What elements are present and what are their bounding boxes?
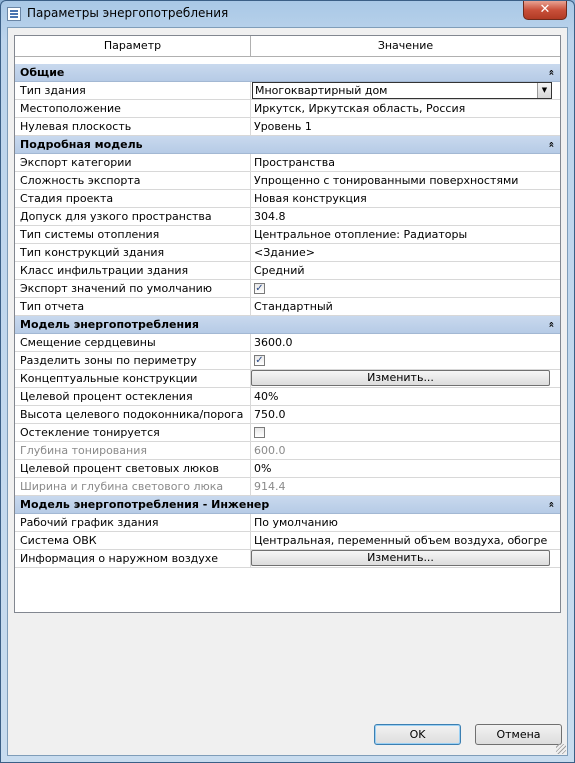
property-value[interactable]: Стандартный [254,300,333,313]
property-label: Тип конструкций здания [15,244,251,261]
row-export-defaults[interactable] [15,280,560,298]
row-perimeter-zones[interactable] [15,352,560,370]
row-glazing-percent[interactable] [15,388,560,406]
row-report-type[interactable] [15,298,560,316]
property-value[interactable]: Центральная, переменный объем воздуха, обогре [254,534,548,547]
section-title: Модель энергопотребления [20,318,199,331]
row-construction-type[interactable] [15,244,560,262]
export-defaults-checkbox[interactable]: ✓ [255,283,264,294]
title-bar[interactable] [1,1,574,27]
cancel-button[interactable]: Отмена [475,724,562,745]
resize-grip-icon[interactable] [556,744,566,754]
collapse-icon[interactable]: « [545,501,557,508]
property-label: Целевой процент остекления [15,388,251,405]
property-label: Информация о наружном воздухе [15,550,251,567]
property-label: Остекление тонируется [15,424,251,441]
property-value[interactable]: 750.0 [254,408,286,421]
property-label: Тип здания [15,82,251,99]
property-label: Сложность экспорта [15,172,251,189]
dropdown-arrow-icon[interactable]: ▼ [537,83,551,98]
row-heating-system[interactable] [15,226,560,244]
row-building-type[interactable] [15,82,560,100]
perimeter-zones-checkbox[interactable]: ✓ [255,355,264,366]
app-icon [7,7,21,21]
property-label: Местоположение [15,100,251,117]
edit-outdoor-air-button[interactable]: Изменить... [251,550,550,566]
row-outdoor-air[interactable] [15,550,560,568]
property-label: Стадия проекта [15,190,251,207]
row-export-category[interactable] [15,154,560,172]
glazing-shaded-checkbox[interactable] [254,427,265,438]
section-title: Подробная модель [20,138,143,151]
column-header-param[interactable]: Параметр [15,36,251,57]
property-label: Разделить зоны по периметру [15,352,251,369]
row-core-offset[interactable] [15,334,560,352]
row-glazing-shaded[interactable] [15,424,560,442]
row-export-complexity[interactable] [15,172,560,190]
row-project-phase[interactable] [15,190,560,208]
property-value: 600.0 [254,444,286,457]
property-value[interactable]: Упрощенно с тонированными поверхностями [254,174,519,187]
section-detailed-model[interactable] [15,136,560,154]
row-conceptual-constructions[interactable] [15,370,560,388]
property-label: Экспорт категории [15,154,251,171]
property-label: Высота целевого подоконника/порога [15,406,251,423]
ok-button[interactable]: OK [374,724,461,745]
dropdown-value: Многоквартирный дом [255,84,388,97]
row-infiltration[interactable] [15,262,560,280]
property-value[interactable]: Уровень 1 [254,120,312,133]
property-label: Класс инфильтрации здания [15,262,251,279]
property-label: Смещение сердцевины [15,334,251,351]
row-hvac-system[interactable] [15,532,560,550]
row-skylight-percent[interactable] [15,460,560,478]
row-shade-depth [15,442,560,460]
row-sill-height[interactable] [15,406,560,424]
column-header-value[interactable]: Значение [377,39,434,52]
row-ground-plane[interactable] [15,118,560,136]
property-value[interactable]: <Здание> [254,246,315,259]
grid-rows [15,64,560,568]
property-label: Целевой процент световых люков [15,460,251,477]
property-label: Экспорт значений по умолчанию [15,280,251,297]
property-label: Нулевая плоскость [15,118,251,135]
property-value[interactable]: Пространства [254,156,336,169]
section-title: Модель энергопотребления - Инженер [20,498,270,511]
property-value[interactable]: 304.8 [254,210,286,223]
property-value: 914.4 [254,480,286,493]
section-energy-model-engineer[interactable] [15,496,560,514]
property-value[interactable]: 40% [254,390,279,403]
section-energy-model[interactable] [15,316,560,334]
property-value[interactable]: Новая конструкция [254,192,367,205]
property-label: Тип отчета [15,298,251,315]
property-label: Рабочий график здания [15,514,251,531]
close-button[interactable]: ✕ [523,1,567,20]
property-label: Концептуальные конструкции [15,370,251,387]
property-label: Ширина и глубина светового люка [15,478,251,495]
row-skylight-size [15,478,560,496]
property-grid [14,35,561,613]
collapse-icon[interactable]: « [545,321,557,328]
property-label: Допуск для узкого пространства [15,208,251,225]
row-operating-schedule[interactable] [15,514,560,532]
edit-conceptual-constructions-button[interactable]: Изменить... [251,370,550,386]
dialog-client [7,27,568,756]
row-location[interactable] [15,100,560,118]
section-title: Общие [20,66,65,79]
row-sliver-tolerance[interactable] [15,208,560,226]
property-value[interactable]: Иркутск, Иркутская область, Россия [254,102,466,115]
property-value[interactable]: По умолчанию [254,516,338,529]
collapse-icon[interactable]: « [545,69,557,76]
grid-header [15,36,560,57]
section-general[interactable] [15,64,560,82]
property-label: Система ОВК [15,532,251,549]
property-value[interactable]: 3600.0 [254,336,293,349]
property-label: Глубина тонирования [15,442,251,459]
property-label: Тип системы отопления [15,226,251,243]
property-value[interactable]: 0% [254,462,272,475]
property-value[interactable]: Средний [254,264,305,277]
property-value[interactable]: Центральное отопление: Радиаторы [254,228,468,241]
building-type-dropdown[interactable] [252,82,552,99]
window-title: Параметры энергопотребления [27,6,229,20]
collapse-icon[interactable]: « [545,141,557,148]
